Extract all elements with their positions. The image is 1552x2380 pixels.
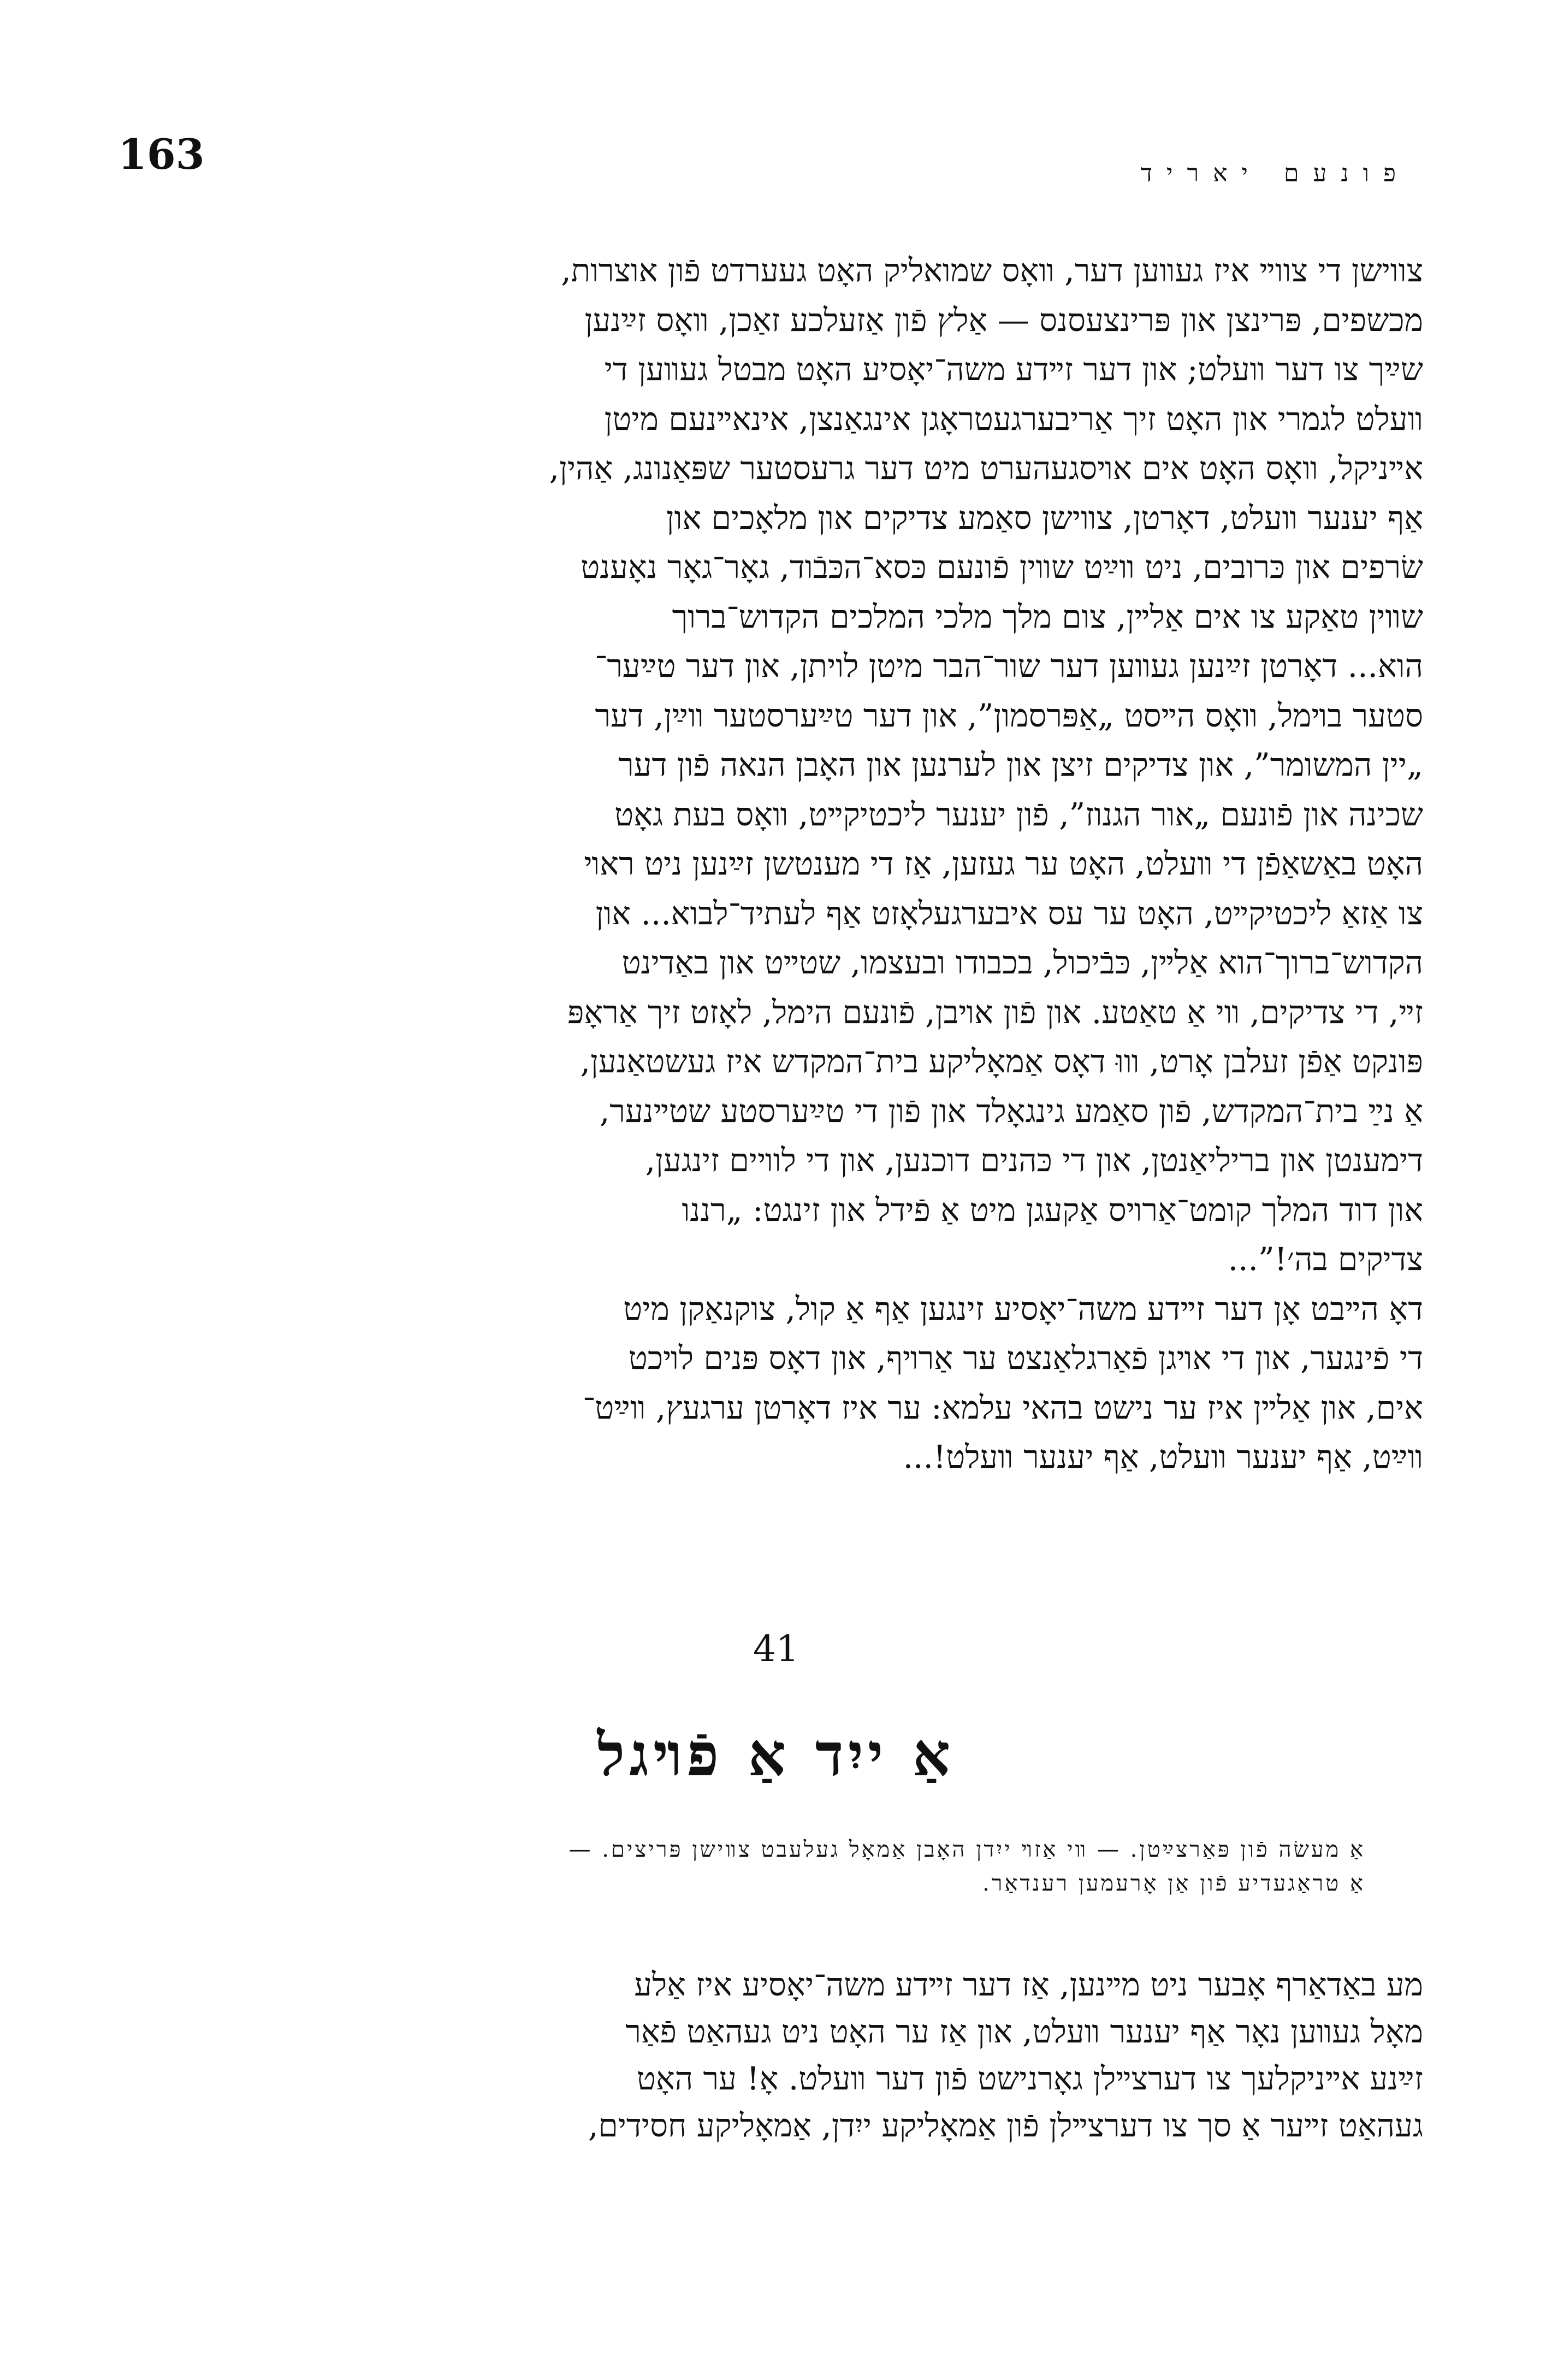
text-line: דאָ הײבט אָן דער זײדע משה־יאָסיע זינגען אַף אַ קול, צוקנאַקן מיט bbox=[623, 1290, 1423, 1327]
paragraph-block bbox=[107, 1961, 1423, 2149]
text-line: זײַנע אײניקלעך צו דערצײלן גאָרנישט פֿון דער װעלט. אָ! ער האָט bbox=[636, 2060, 1423, 2097]
text-line: די פֿינגער, און די אױגן פֿאַרגלאַנצט ער אַרױף, און דאָס פּנים לױכט bbox=[628, 1339, 1423, 1377]
text-line: אַף יענער װעלט, דאָרטן, צװישן סאַמע צדיקים און מלאָכים און bbox=[666, 499, 1423, 536]
text-line: „יין המשומר”, און צדיקים זיצן און לערנען און האָבן הנאה פֿון דער bbox=[618, 746, 1423, 783]
text-line: מאָל געװען נאָר אַף יענער װעלט, און אַז ער האָט ניט געהאַט פֿאַר bbox=[625, 2013, 1423, 2050]
page-number: 163 bbox=[118, 130, 205, 179]
text-line: אים, און אַלײן איז ער נישט בהאי עלמא: ער איז דאָרטן ערגעץ, װײַט־ bbox=[583, 1389, 1423, 1426]
text-line: צווישן די צווײ איז געװען דער, װאָס שמואליק האָט געערדט פֿון אוצרות, bbox=[561, 252, 1423, 289]
text-line: שכינה און פֿונעם „אור הגנוז”, פֿון יענער ליכטיקײט, װאָס בעת גאָט bbox=[614, 795, 1423, 833]
text-line: זײ, די צדיקים, װי אַ טאַטע. און פֿון אױבן, פֿונעם הימל, לאָזט זיך אַראָפּ bbox=[567, 993, 1423, 1031]
chapter-title: אַ ייִד אַ פֿױגל bbox=[597, 1721, 955, 1790]
text-line: מע באַדאַרף אָבער ניט מײנען, אַז דער זײדע משה־יאָסיע איז אַלע bbox=[634, 1966, 1423, 2003]
text-line: און דוד המלך קומט־אַרױס אַקעגן מיט אַ פֿידל און זינגט: „רננו bbox=[682, 1191, 1423, 1229]
text-line: אַ נײַ בית־המקדש, פֿון סאַמע גינגאָלד און פֿון די טײַערסטע שטײנער, bbox=[600, 1092, 1423, 1130]
text-line: געהאַט זײער אַ סך צו דערצײלן פֿון אַמאָליקע ייִדן, אַמאָליקע חסידים, bbox=[588, 2107, 1423, 2144]
text-line: דימענטן און בריליאַנטן, און די כּהנים דוכנען, און די לוױים זינגען, bbox=[645, 1142, 1423, 1179]
synopsis-line: אַ טראַגעדיע פֿון אַן אָרעמען רענדאַר. bbox=[982, 1871, 1365, 1896]
text-line: הוא... דאָרטן זײַנען געװען דער שור־הבר מיטן לויתן, און דער טײַער־ bbox=[595, 647, 1423, 684]
text-line: האָט באַשאַפֿן די װעלט, האָט ער געזען, אַז די מענטשן זײַנען ניט ראױ bbox=[584, 845, 1423, 882]
text-line: אײניקל, װאָס האָט אים אױסגעהערט מיט דער גרעסטער שפּאַנונג, אַהין, bbox=[549, 450, 1423, 487]
text-line: שײַך צו דער װעלט; און דער זײדע משה־יאָסיע האָט מבטל געװען די bbox=[604, 351, 1423, 388]
text-line: צדיקים בה׳!”... bbox=[1228, 1241, 1423, 1278]
text-line: שװין טאַקע צו אים אַלײן, צום מלך מלכי המלכים הקדוש־ברוך bbox=[672, 598, 1423, 635]
text-line: װײַט, אַף יענער װעלט, אַף יענער װעלט!... bbox=[903, 1438, 1423, 1475]
synopsis-line: אַ מעשׂה פֿון פּאַרצײַטן. — װי אַזױ ייִדן האָבן אַמאָל געלעבט צװישן פּריצים. — bbox=[568, 1837, 1365, 1862]
text-line: סטער בױמל, װאָס הײסט „אַפּרסמון”, און דער טײַערסטער װײַן, דער bbox=[595, 696, 1423, 734]
text-line: װעלט לגמרי און האָט זיך אַריבערגעטראָגן אינגאַנצן, אינאײנעם מיטן bbox=[604, 400, 1423, 438]
text-line: הקדוש־ברוך־הוא אַלײן, כּבֿיכול, בכבודו ובעצמו, שטײט און באַדינט bbox=[621, 944, 1423, 981]
running-head: פונעם יאריד bbox=[1140, 160, 1410, 187]
text-line: צו אַזאַ ליכטיקײט, האָט ער עס איבערגעלאָזט אַף לעתיד־לבוא... און bbox=[595, 894, 1423, 932]
paragraph-block bbox=[107, 246, 1423, 1482]
chapter-synopsis bbox=[175, 1833, 1365, 1900]
text-line: שׂרפים און כּרובים, ניט װײַט שװין פֿונעם כּסא־הכּבֿוד, גאָר־גאָר נאָענט bbox=[580, 548, 1423, 586]
text-line: מכשפים, פּרינצן און פּרינצעסנס — אַלץ פֿון אַזעלכע זאַכן, װאָס זײַנען bbox=[584, 301, 1423, 339]
text-line: פּונקט אַפֿן זעלבן אָרט, װוּ דאָס אַמאָליקע בית־המקדש איז געשטאַנען, bbox=[580, 1043, 1423, 1080]
chapter-number: 41 bbox=[753, 1628, 799, 1670]
